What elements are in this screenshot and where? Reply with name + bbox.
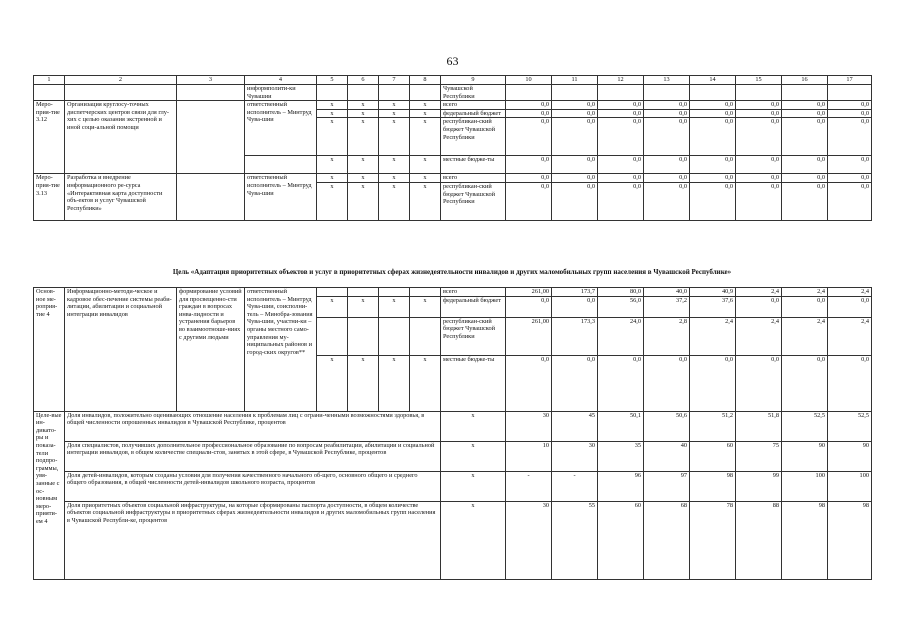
table-cell: х: [348, 118, 379, 156]
table-cell: республикан-ский бюджет Чувашской Республики: [441, 182, 506, 220]
activity-conditions: формирование условий для просвещенно-сти граждан в вопросах инва-лидности и устранения барьеров во взаимоотноше-ниях с другими людьми: [177, 288, 245, 412]
table-cell: 4: [245, 76, 317, 85]
table-cell: 0,0: [736, 109, 782, 118]
continuation-row: [34, 85, 872, 101]
table-cell: 0,0: [782, 174, 828, 183]
table-cell: 2,4: [782, 317, 828, 355]
table-cell: х: [317, 109, 348, 118]
table-cell: 56,0: [598, 296, 644, 317]
table-cell: х: [441, 411, 506, 441]
activity-executor: ответственный исполнитель – Минтруд Чува-шии: [245, 101, 317, 156]
table-cell: 30: [552, 441, 598, 471]
table-cell: всего: [441, 101, 506, 110]
table-row: [34, 174, 872, 183]
table-cell: 261,00: [506, 288, 552, 297]
table-cell: х: [441, 471, 506, 501]
table-cell: 60: [690, 441, 736, 471]
table-cell: 0,0: [506, 101, 552, 110]
table-cell: 2: [65, 76, 177, 85]
empty-cell: [65, 85, 177, 101]
table-cell: федеральный бюджет: [441, 109, 506, 118]
table-cell: 55: [552, 501, 598, 579]
table-cell: 0,0: [506, 156, 552, 174]
table-cell: 0,0: [736, 101, 782, 110]
table-cell: республикан-ский бюджет Чувашской Республики: [441, 317, 506, 355]
table-cell: 37,6: [690, 296, 736, 317]
table-cell: 0,0: [782, 156, 828, 174]
empty-cell: [177, 174, 245, 221]
table-cell: х: [441, 501, 506, 579]
budget-table-top: [33, 75, 872, 221]
table-cell: х: [348, 156, 379, 174]
table-cell: 0,0: [552, 118, 598, 156]
table-cell: 0,0: [552, 101, 598, 110]
table-cell: Чувашской Республики: [441, 85, 506, 101]
table-cell: 173,3: [552, 317, 598, 355]
activity-code: Меро-прия-тие 3.13: [34, 174, 65, 221]
table-cell: 14: [690, 76, 736, 85]
table-cell: 98: [782, 501, 828, 579]
table-cell: 45: [552, 411, 598, 441]
empty-cell: [177, 85, 245, 101]
table-cell: 78: [690, 501, 736, 579]
empty-cell: [828, 85, 872, 101]
table-cell: х: [348, 174, 379, 183]
table-cell: 0,0: [644, 118, 690, 156]
table-cell: х: [410, 101, 441, 110]
table-cell: 13: [644, 76, 690, 85]
table-cell: 9: [441, 76, 506, 85]
table-cell: 0,0: [828, 296, 872, 317]
table-cell: 0,0: [828, 174, 872, 183]
table-cell: 0,0: [828, 109, 872, 118]
table-cell: 40,9: [690, 288, 736, 297]
table-cell: 2,4: [736, 288, 782, 297]
table-cell: 24,0: [598, 317, 644, 355]
table-cell: х: [348, 109, 379, 118]
table-cell: 0,0: [690, 101, 736, 110]
table-cell: х: [317, 156, 348, 174]
table-cell: 0,0: [644, 182, 690, 220]
empty-cell: [317, 317, 348, 355]
table-cell: 17: [828, 76, 872, 85]
table-cell: 90: [782, 441, 828, 471]
table-cell: х: [379, 101, 410, 110]
table-cell: всего: [441, 174, 506, 183]
table-cell: -: [506, 471, 552, 501]
table-cell: 0,0: [552, 109, 598, 118]
table-cell: 97: [644, 471, 690, 501]
table-cell: 1: [34, 76, 65, 85]
table-cell: х: [317, 101, 348, 110]
table-cell: 0,0: [644, 355, 690, 411]
table-cell: 2,4: [828, 317, 872, 355]
table-cell: х: [410, 182, 441, 220]
table-cell: 88: [736, 501, 782, 579]
table-cell: 3: [177, 76, 245, 85]
activity-name: Информационно-методи-ческое и кадровое обес-печение системы реаби-литации, абилитации и социальной интеграции инвалидов: [65, 288, 177, 412]
table-cell: 10: [506, 441, 552, 471]
table-cell: 0,0: [506, 182, 552, 220]
table-cell: Доля инвалидов, положительно оценивающих отношение населения к проблемам лиц с ограни-ченными возможностями здоровья, в общей численности опрошенных инвалидов в Чувашской Республике, процентов: [65, 411, 441, 441]
table-cell: х: [441, 441, 506, 471]
table-cell: 40: [644, 441, 690, 471]
table-cell: 173,7: [552, 288, 598, 297]
table-cell: х: [379, 109, 410, 118]
table-cell: 0,0: [644, 109, 690, 118]
table-cell: 0,0: [506, 174, 552, 183]
table-cell: 30: [506, 501, 552, 579]
table-cell: -: [552, 471, 598, 501]
table-cell: федеральный бюджет: [441, 296, 506, 317]
empty-cell: [379, 317, 410, 355]
table-cell: 2,4: [782, 288, 828, 297]
table-cell: 0,0: [598, 355, 644, 411]
table-cell: 52,5: [828, 411, 872, 441]
table-cell: 0,0: [782, 118, 828, 156]
table-cell: 0,0: [598, 156, 644, 174]
table-cell: 2,4: [736, 317, 782, 355]
empty-cell: [34, 85, 65, 101]
table-cell: 0,0: [552, 182, 598, 220]
table-cell: 99: [736, 471, 782, 501]
table-cell: 0,0: [552, 296, 598, 317]
table-cell: 0,0: [598, 174, 644, 183]
empty-cell: [317, 85, 348, 101]
table-cell: 10: [506, 76, 552, 85]
table-cell: х: [317, 355, 348, 411]
table-cell: 6: [348, 76, 379, 85]
table-cell: 0,0: [506, 355, 552, 411]
table-cell: местные бюдже-ты: [441, 156, 506, 174]
table-cell: 51,8: [736, 411, 782, 441]
empty-cell: [552, 85, 598, 101]
table-cell: 50,1: [598, 411, 644, 441]
table-cell: 98: [828, 501, 872, 579]
table-cell: х: [348, 101, 379, 110]
table-cell: х: [317, 174, 348, 183]
table-cell: 0,0: [644, 101, 690, 110]
table-cell: х: [410, 156, 441, 174]
table-cell: 0,0: [690, 118, 736, 156]
table-cell: х: [410, 174, 441, 183]
table-cell: 90: [828, 441, 872, 471]
table-cell: 0,0: [552, 174, 598, 183]
table-cell: 0,0: [736, 182, 782, 220]
table-cell: 50,6: [644, 411, 690, 441]
table-cell: 0,0: [690, 109, 736, 118]
table-cell: 0,0: [736, 174, 782, 183]
table-cell: 0,0: [552, 355, 598, 411]
table-cell: 0,0: [736, 156, 782, 174]
table-cell: 2,4: [690, 317, 736, 355]
table-cell: 0,0: [598, 182, 644, 220]
empty-cell: [736, 85, 782, 101]
table-cell: 98: [690, 471, 736, 501]
empty-cell: [598, 85, 644, 101]
empty-cell: [317, 288, 348, 297]
table-cell: х: [379, 182, 410, 220]
table-cell: 0,0: [598, 118, 644, 156]
table-cell: 0,0: [828, 101, 872, 110]
table-cell: 68: [644, 501, 690, 579]
activity-executor: ответственный исполнитель – Минтруд Чува-шии, соисполни-тель – Минобра-зования Чува-шии, участни-ки – органы местного само-управления му-ниципальных районов и город-ских округов**: [245, 288, 317, 412]
table-cell: 0,0: [644, 156, 690, 174]
table-cell: 100: [782, 471, 828, 501]
table-cell: информполити-ки Чувашии: [245, 85, 317, 101]
empty-cell: [410, 317, 441, 355]
table-cell: 261,00: [506, 317, 552, 355]
table-cell: Доля специалистов, получивших дополнительное профессиональное образование по вопросам реабилитации, абилитации и социальной интеграции инвалидов, в общем количестве специали-стов, занятых в этой сфере, в Чувашской Республике, процентов: [65, 441, 441, 471]
table-cell: 0,0: [782, 182, 828, 220]
activity-executor: ответственный исполнитель – Минтруд Чува-шии: [245, 174, 317, 221]
empty-cell: [410, 288, 441, 297]
table-cell: 80,0: [598, 288, 644, 297]
empty-cell: [506, 85, 552, 101]
table-cell: х: [317, 118, 348, 156]
table-cell: 8: [410, 76, 441, 85]
indicators-label: Целе-вые ин-дикато-ры и показа-тели подпро-граммы, увя-занные с ос-новным меро-прияти-ем 4: [34, 411, 65, 579]
activity-code: Основ-ное ме-роприя-тие 4: [34, 288, 65, 412]
table-cell: х: [379, 118, 410, 156]
empty-cell: [245, 156, 317, 174]
table-cell: 0,0: [828, 156, 872, 174]
table-row: [34, 101, 872, 110]
table-cell: 0,0: [782, 101, 828, 110]
table-cell: 75: [736, 441, 782, 471]
table-cell: 0,0: [690, 156, 736, 174]
table-cell: 52,5: [782, 411, 828, 441]
table-cell: х: [348, 355, 379, 411]
table-cell: х: [348, 296, 379, 317]
table-cell: 60: [598, 501, 644, 579]
table-cell: 35: [598, 441, 644, 471]
table-cell: 12: [598, 76, 644, 85]
empty-cell: [410, 85, 441, 101]
table-cell: 2,4: [828, 288, 872, 297]
table-cell: 0,0: [598, 101, 644, 110]
table-cell: Доля детей-инвалидов, которым созданы условия для получения качественного начального об-щего, основного общего и среднего общего образования, в общей численности детей-инвалидов школьного возраста, процентов: [65, 471, 441, 501]
table-cell: 37,2: [644, 296, 690, 317]
table-cell: местные бюдже-ты: [441, 355, 506, 411]
table-cell: 0,0: [828, 118, 872, 156]
table-cell: всего: [441, 288, 506, 297]
table-cell: 0,0: [736, 118, 782, 156]
table-cell: х: [317, 296, 348, 317]
table-cell: х: [317, 182, 348, 220]
empty-cell: [379, 288, 410, 297]
table-cell: 0,0: [690, 174, 736, 183]
indicator-row: [34, 441, 872, 471]
activity-code: Меро-прия-тие 3.12: [34, 101, 65, 174]
page-number: 63: [446, 54, 459, 68]
table-cell: 30: [506, 411, 552, 441]
table-cell: 51,2: [690, 411, 736, 441]
activity-name: Разработка и внедрение информационного ре-сурса «Интерактивная карта доступности объ-ектов и услуг Чувашской Республики»: [65, 174, 177, 221]
table-cell: 0,0: [782, 109, 828, 118]
table-cell: 0,0: [828, 355, 872, 411]
activity-name: Организация круглосу-точных диспетчерских центров связи для глу-хих с целью оказания экстренной и иной соци-альной помощи: [65, 101, 177, 174]
table-cell: 15: [736, 76, 782, 85]
table-cell: х: [379, 156, 410, 174]
table-cell: 7: [379, 76, 410, 85]
table-cell: х: [410, 355, 441, 411]
table-cell: 11: [552, 76, 598, 85]
table-cell: 96: [598, 471, 644, 501]
empty-cell: [348, 85, 379, 101]
empty-cell: [348, 288, 379, 297]
table-cell: х: [348, 182, 379, 220]
table-cell: 0,0: [598, 109, 644, 118]
empty-cell: [177, 101, 245, 174]
empty-cell: [379, 85, 410, 101]
table-cell: 0,0: [506, 118, 552, 156]
table-cell: х: [410, 118, 441, 156]
table-cell: 100: [828, 471, 872, 501]
table-cell: 0,0: [644, 174, 690, 183]
table-row: [34, 288, 872, 297]
indicator-row: [34, 501, 872, 579]
empty-cell: [782, 85, 828, 101]
table-cell: 40,0: [644, 288, 690, 297]
table-cell: 0,0: [736, 296, 782, 317]
table-cell: 0,0: [506, 109, 552, 118]
table-cell: х: [379, 296, 410, 317]
table-cell: 2,8: [644, 317, 690, 355]
table-cell: республикан-ский бюджет Чувашской Республики: [441, 118, 506, 156]
indicator-row: [34, 471, 872, 501]
indicator-row: [34, 411, 872, 441]
table-cell: х: [379, 174, 410, 183]
empty-cell: [348, 317, 379, 355]
table-cell: Доля приоритетных объектов социальной инфраструктуры, на которые сформированы паспорта доступности, в общем количестве объектов социальной инфраструктуры в приоритетных сферах жизнедеятельности инвалидов и других маломобильных групп населения в Чувашской Республи-ке, процентов: [65, 501, 441, 579]
table-cell: 0,0: [690, 355, 736, 411]
table-cell: х: [379, 355, 410, 411]
empty-cell: [644, 85, 690, 101]
table-cell: х: [410, 296, 441, 317]
table-cell: 0,0: [782, 296, 828, 317]
table-cell: 0,0: [782, 355, 828, 411]
table-cell: 0,0: [828, 182, 872, 220]
table-cell: 16: [782, 76, 828, 85]
table-cell: 0,0: [736, 355, 782, 411]
empty-cell: [690, 85, 736, 101]
table-cell: 0,0: [552, 156, 598, 174]
table-cell: 0,0: [506, 296, 552, 317]
table-cell: 0,0: [690, 182, 736, 220]
table-cell: х: [410, 109, 441, 118]
header-row: [34, 76, 872, 85]
table-cell: 5: [317, 76, 348, 85]
budget-table-bottom: [33, 287, 872, 580]
goal-heading: Цель «Адаптация приоритетных объектов и услуг в приоритетных сферах жизнедеятельности инвалидов и других маломобильных групп населения в Чувашской Республике»: [172, 268, 732, 276]
